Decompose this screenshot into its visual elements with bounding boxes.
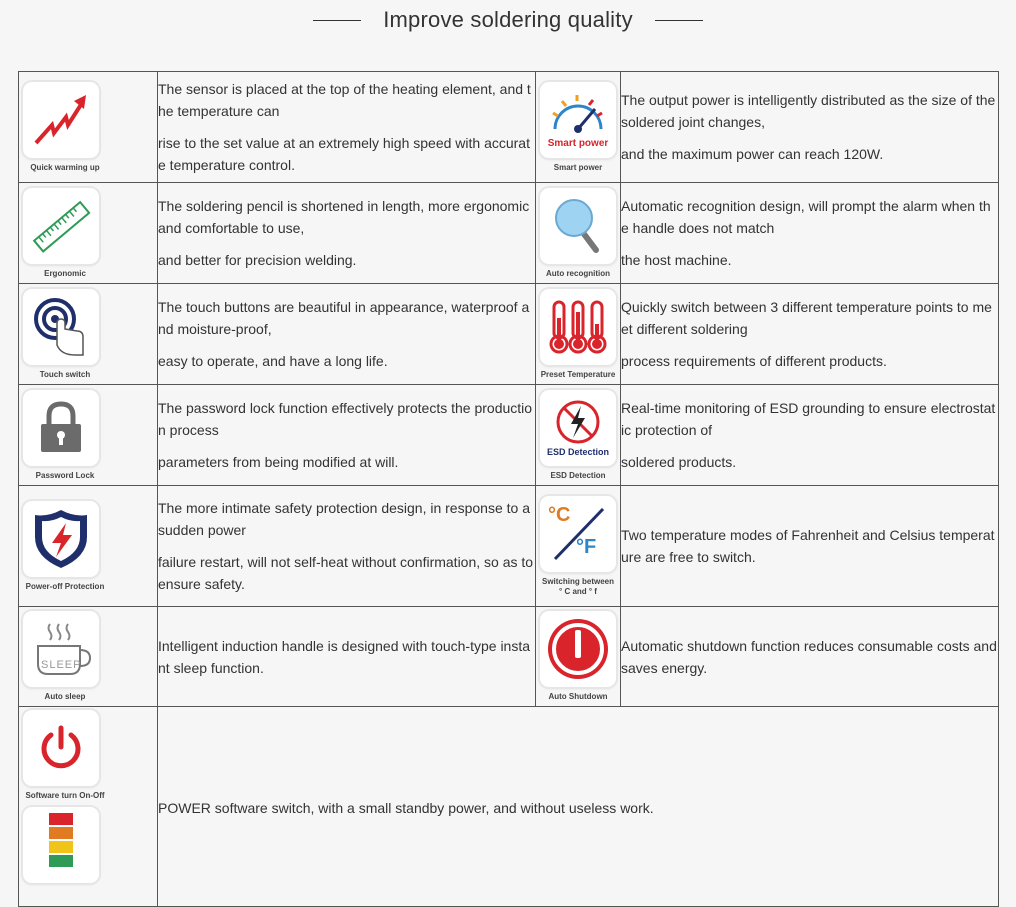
feature-caption: Password Lock [35,470,95,480]
feature-description [158,607,536,707]
feature-row [19,607,999,707]
description-line: rise to the set value at an extremely high speed with accurate temperature control. [158,135,530,173]
description-line: and the maximum power can reach 120W. [621,146,884,162]
power-icon [23,710,99,786]
feature-icon-cell [19,284,158,385]
section-heading [0,6,1016,33]
feature-description [621,284,999,385]
lightning-arrow-icon [23,82,99,158]
shield-icon [23,501,99,577]
feature-table [18,71,999,907]
feature-icon-cell [19,707,158,907]
magnifier-icon [540,188,616,264]
feature-description [621,607,999,707]
thermometer-icon [540,289,616,365]
sleep-label: SLEEP [41,659,82,671]
feature-row [19,183,999,284]
description-line: Automatic recognition design, will prompt the alarm when the handle does not match [621,198,991,236]
description-line: The sensor is placed at the top of the heating element, and the temperature can [158,81,531,119]
esd-icon [540,390,616,466]
description-line: Quickly switch between 3 different temperature points to meet different soldering [621,299,992,337]
feature-row [19,486,999,607]
description-line: Real-time monitoring of ESD grounding to ensure electrostatic protection of [621,400,996,438]
feature-caption: Ergonomic [44,268,86,278]
feature-icon-cell [19,72,158,183]
feature-description [158,486,536,607]
feature-row [19,72,999,183]
touch-icon [23,289,99,365]
fahrenheit-label: °F [576,535,597,558]
padlock-icon [23,390,99,466]
description-line: Two temperature modes of Fahrenheit and Celsius temperature are free to switch. [621,527,995,565]
feature-description [621,183,999,284]
feature-icon-cell [536,183,621,284]
heading-text: Improve soldering quality [383,7,633,33]
celsius-fahrenheit-icon [540,496,616,572]
feature-caption: Software turn On-Off [25,791,105,800]
gauge-icon [540,82,616,158]
feature-caption: Switching between ° C and ° f [541,576,614,596]
feature-description [158,284,536,385]
celsius-label: °C [548,503,571,526]
feature-description [158,707,999,907]
feature-description [621,72,999,183]
description-line: process requirements of different products. [621,353,887,369]
description-line: The password lock function effectively protects the production process [158,400,533,438]
description-line: the host machine. [621,252,732,268]
feature-icon-cell [19,607,158,707]
description-line: POWER software switch, with a small standby power, and without useless work. [158,800,654,816]
feature-icon-cell [19,183,158,284]
heading-rule-left [313,20,361,21]
feature-icon-cell [536,385,621,486]
icon-label: Smart power [547,137,609,149]
ruler-icon [23,188,99,264]
shutdown-icon [540,611,616,687]
description-line: Intelligent induction handle is designed with touch-type instant sleep function. [158,637,531,676]
description-line: The more intimate safety protection design, in response to a sudden power [158,500,530,538]
feature-row [19,385,999,486]
description-line: and better for precision welding. [158,252,357,268]
feature-icon-cell [19,486,158,607]
description-line: failure restart, will not self-heat without confirmation, so as to ensure safety. [158,554,534,592]
description-line: The soldering pencil is shortened in length, more ergonomic and comfortable to use, [158,198,530,236]
description-line: The output power is intelligently distributed as the size of the soldered joint changes, [621,92,996,130]
feature-caption: Auto sleep [44,692,86,701]
feature-caption: Auto Shutdown [548,692,608,701]
description-line: Automatic shutdown function reduces consumable costs and saves energy. [621,637,997,676]
description-line: soldered products. [621,454,737,470]
feature-caption: Smart power [553,162,603,172]
feature-row [19,707,999,907]
feature-caption: Power-off Protection [25,581,105,591]
description-line: parameters from being modified at will. [158,454,399,470]
feature-caption: ESD Detection [550,470,606,480]
icon-label: ESD Detection [546,447,609,457]
feature-icon-cell [536,72,621,183]
feature-description [621,385,999,486]
feature-description [158,72,536,183]
feature-caption: Quick warming up [30,162,100,172]
feature-icon-cell [19,385,158,486]
feature-description [621,486,999,607]
feature-caption: Auto recognition [546,268,610,278]
feature-row [19,284,999,385]
feature-icon-cell [536,486,621,607]
feature-caption: Touch switch [39,369,91,379]
heading-rule-right [655,20,703,21]
feature-description [158,183,536,284]
feature-description [158,385,536,486]
feature-icon-cell [536,607,621,707]
battery-icon [23,807,99,883]
description-line: easy to operate, and have a long life. [158,353,388,369]
description-line: The touch buttons are beautiful in appearance, waterproof and moisture-proof, [158,299,530,337]
feature-caption: Preset Temperature [540,369,616,379]
coffee-cup-icon [23,611,99,687]
feature-icon-cell [536,284,621,385]
